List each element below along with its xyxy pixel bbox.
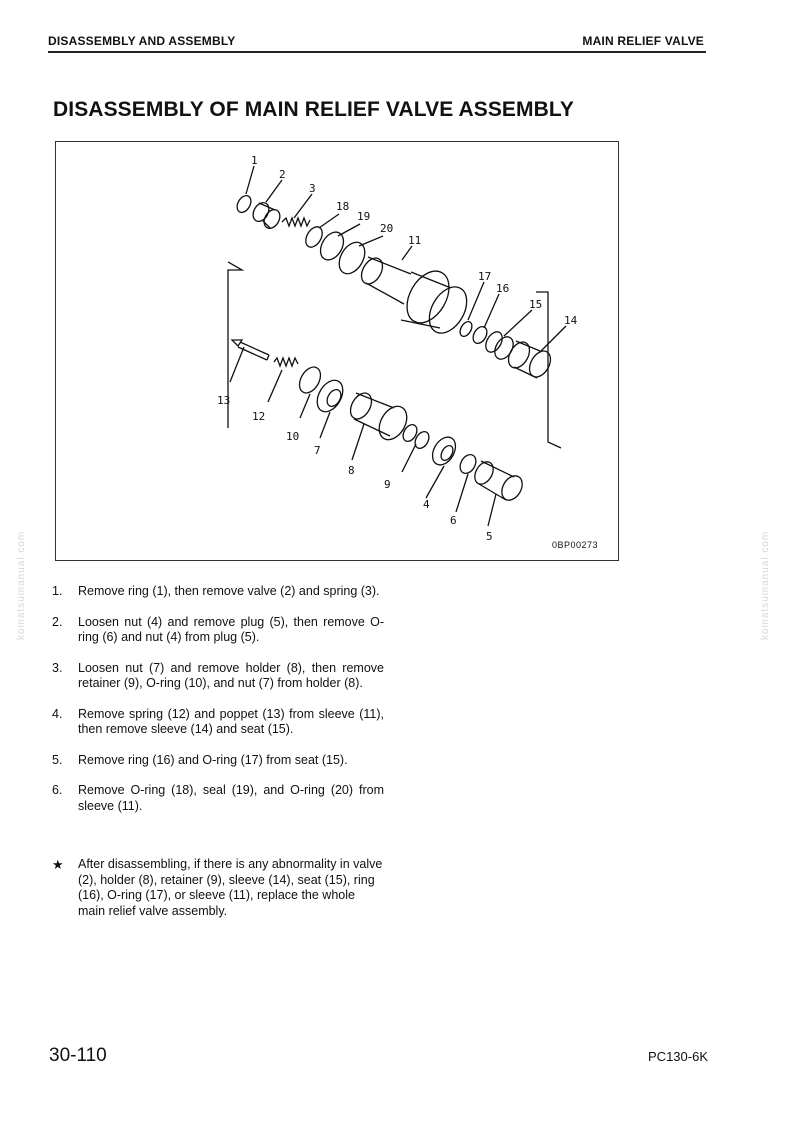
- procedure-step: [52, 584, 384, 600]
- part-label: 16: [496, 282, 510, 295]
- part-label: 13: [217, 394, 231, 407]
- part-label: 17: [478, 270, 492, 283]
- step-number: 3.: [52, 660, 63, 675]
- step-number: 6.: [52, 783, 63, 797]
- part-label: 14: [564, 314, 578, 327]
- star-icon: ★: [52, 857, 64, 872]
- part-label: 9: [384, 478, 391, 491]
- part-ring-1: [234, 193, 253, 215]
- step-number: 4.: [52, 706, 63, 721]
- procedure-step: [52, 707, 384, 738]
- part-label: 4: [423, 498, 430, 511]
- step-text: Remove spring (12) and poppet (13) from sleeve (11), then remove sleeve (14) and seat (15).: [78, 706, 384, 736]
- step-text: Remove ring (1), then remove valve (2) and spring (3).: [78, 584, 380, 598]
- part-label: 12: [252, 410, 266, 423]
- step-number: 2.: [52, 614, 63, 629]
- part-oring-18: [302, 224, 325, 250]
- model-number: PC130-6K: [648, 1049, 708, 1064]
- part-seat-15: [482, 329, 516, 362]
- inspection-note: [52, 857, 384, 919]
- part-label: 15: [529, 298, 543, 311]
- page-title: DISASSEMBLY OF MAIN RELIEF VALVE ASSEMBLY: [53, 98, 575, 121]
- part-nut-4: [428, 433, 460, 469]
- part-label: 5: [486, 530, 493, 543]
- procedure-step: [52, 615, 384, 646]
- exploded-view-diagram: [56, 142, 620, 562]
- part-label: 8: [348, 464, 355, 477]
- part-label: 10: [286, 430, 300, 443]
- part-label: 6: [450, 514, 457, 527]
- part-sleeve-11: [357, 254, 474, 339]
- procedure-step: [52, 753, 384, 769]
- procedure-step: [52, 661, 384, 692]
- part-label: 1: [251, 154, 258, 167]
- step-text: Remove O-ring (18), seal (19), and O-ring (20) from sleeve (11).: [78, 783, 384, 813]
- part-holder-8: [346, 389, 412, 444]
- part-label: 2: [279, 168, 286, 181]
- figure-code: 0BP00273: [551, 540, 598, 550]
- part-valve-2: [250, 200, 283, 231]
- part-label: 18: [336, 200, 350, 213]
- part-label: 7: [314, 444, 321, 457]
- part-label: 20: [380, 222, 394, 235]
- part-poppet-13: [232, 340, 269, 360]
- watermark-left: komatsumanual.com: [16, 530, 27, 640]
- part-spring-3: [282, 218, 310, 226]
- procedure-step: [52, 783, 384, 814]
- part-label: 3: [309, 182, 316, 195]
- watermark-right: komatsumanual.com: [760, 530, 771, 640]
- step-text: Loosen nut (7) and remove holder (8), then remove retainer (9), O-ring (10), and nut (7) from holder (8).: [78, 660, 384, 690]
- procedure-steps: [52, 584, 384, 829]
- part-spring-12: [274, 358, 298, 366]
- note-text: After disassembling, if there is any abnormality in valve (2), holder (8), retainer (9), sleeve (14), seat (15), ring (16), O-ring (17), or sleeve (11), replace the whole main relief valve assembly.: [78, 857, 383, 918]
- component-header: MAIN RELIEF VALVE: [582, 34, 704, 48]
- exploded-view-figure: [55, 141, 619, 561]
- part-label: 19: [357, 210, 371, 223]
- page-number: 30-110: [49, 1045, 107, 1066]
- header-rule: [48, 51, 706, 53]
- step-text: Remove ring (16) and O-ring (17) from seat (15).: [78, 752, 348, 767]
- part-plug-5: [471, 459, 526, 504]
- part-label: 11: [408, 234, 422, 247]
- section-header: DISASSEMBLY AND ASSEMBLY: [48, 34, 236, 48]
- step-text: Loosen nut (4) and remove plug (5), then remove O-ring (6) and nut (4) from plug (5).: [78, 614, 384, 644]
- part-oring-17: [458, 320, 475, 339]
- step-number: 5.: [52, 752, 63, 767]
- step-number: 1.: [52, 584, 63, 598]
- part-nut-7: [312, 376, 348, 416]
